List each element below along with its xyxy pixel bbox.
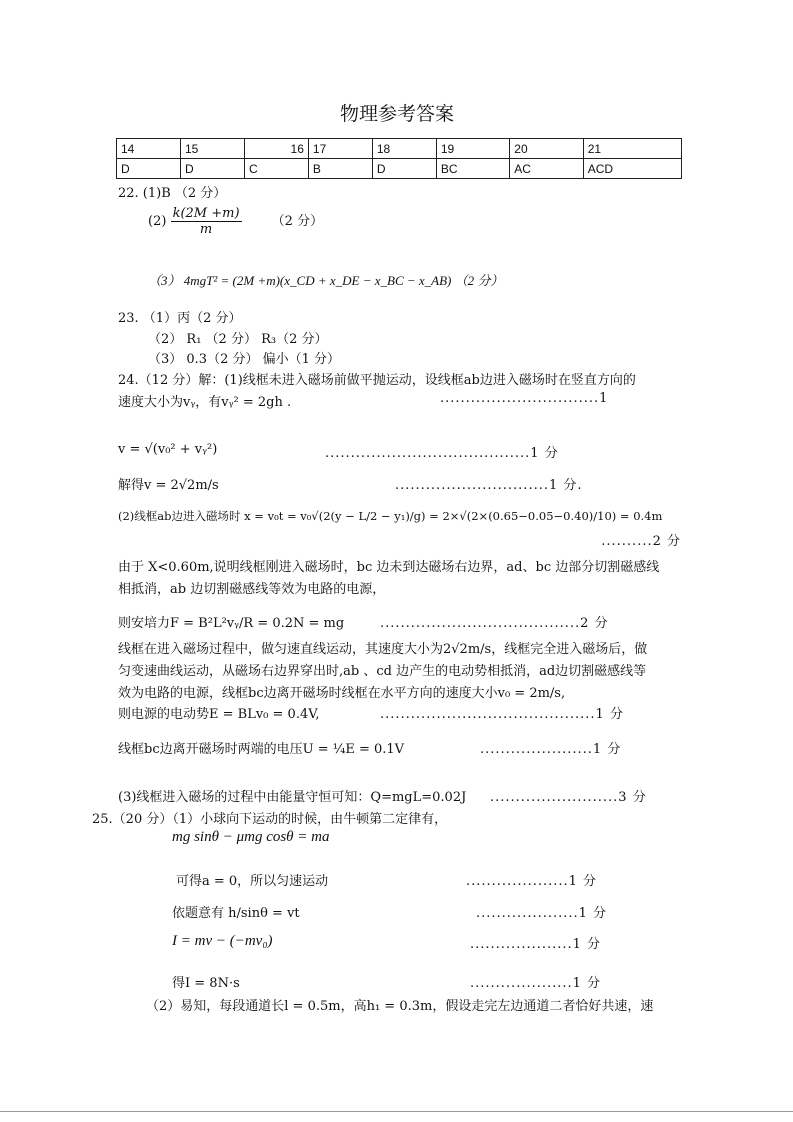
numerator: k(2M +m): [172, 206, 240, 221]
q24-line: 线框bc边离开磁场时两端的电压U = ¼E = 0.1V: [118, 742, 405, 757]
table-cell: 19: [436, 139, 509, 159]
q24-line: 效为电路的电源，线框bc边离开磁场时线框在水平方向的速度大小v₀ = 2m/s,: [118, 686, 566, 701]
q25-score: ....................1 分: [470, 976, 602, 991]
q24-line: 则安培力F = B²L²vᵧ/R = 0.2N = mg: [118, 616, 345, 631]
q24-score: ..........2 分: [601, 534, 681, 549]
q24-line: 线框在进入磁场过程中，做匀速直线运动，其速度大小为2√2m/s，线框完全进入磁场后，做: [118, 642, 648, 657]
q23-part2: （2） R₁ （2 分） R₃（2 分）: [148, 332, 328, 347]
q24-line: 速度大小为vᵧ，有vᵧ² = 2gh .: [118, 395, 292, 410]
q25-line: 25.（20 分）（1）小球向下运动的时候，由牛顿第二定律有，: [92, 812, 448, 827]
q24-line: (3)线框进入磁场的过程中由能量守恒可知：Q=mgL=0.02J: [118, 790, 467, 805]
q25-line: I = mv − (−mv₀): [172, 933, 273, 949]
table-cell: 15: [180, 139, 244, 159]
q24-line: v = √(v₀² + vᵧ²): [118, 442, 218, 457]
page-title: 物理参考答案: [340, 103, 455, 125]
q24-line: 24.（12 分）解：(1)线框未进入磁场前做平抛运动，设线框ab边进入磁场时在竖直方向的: [118, 373, 636, 388]
q22-fraction: [171, 206, 242, 237]
q25-line: 得I = 8N·s: [172, 976, 240, 991]
q24-score: .........................3 分: [490, 790, 647, 805]
q25-score: ....................1 分: [470, 937, 602, 952]
q24-line: 解得v = 2√2m/s: [118, 478, 219, 493]
table-cell: C: [244, 159, 308, 179]
q24-score: ...............................1: [440, 391, 609, 406]
q24-line: (2)线框ab边进入磁场时 x = v₀t = v₀√(2(y − L/2 − y₁)/g) = 2×√(2×(0.65−0.05−0.40)/10) = 0.4m: [118, 509, 663, 523]
q25-line: （2）易知，每段通道长l = 0.5m，高h₁ = 0.3m，假设走完左边通道二者恰好共速，速: [146, 999, 654, 1014]
q22-part2-score: （2 分）: [271, 214, 324, 229]
q22-part2-label: (2): [148, 214, 167, 229]
table-cell: 20: [510, 139, 583, 159]
q24-score: ........................................1 分: [325, 446, 559, 461]
q24-line: 则电源的电动势E = BLv₀ = 0.4V,: [118, 707, 320, 722]
q23-part1: 23. （1）丙（2 分）: [118, 311, 242, 326]
table-cell: 16: [244, 139, 308, 159]
q22-part2: [148, 206, 323, 237]
table-row-numbers: [117, 139, 682, 159]
table-cell: 21: [583, 139, 681, 159]
q23-part3: （3） 0.3（2 分） 偏小（1 分）: [148, 352, 341, 367]
table-cell: 14: [117, 139, 181, 159]
q24-score: .......................................2 分: [380, 616, 609, 631]
q22-part3: （3） 4mgT² = (2M +m)(x_CD + x_DE − x_BC − x_AB) （2 分）: [148, 273, 504, 288]
q24-score: ......................1 分: [480, 742, 622, 757]
q25-score: ....................1 分: [466, 874, 598, 889]
table-cell: D: [372, 159, 436, 179]
q25-equation: mg sinθ − μmg cosθ = ma: [172, 829, 330, 845]
denominator: m: [199, 222, 213, 237]
page-bottom-divider: [0, 1111, 793, 1112]
q25-line: 依题意有 h/sinθ = vt: [172, 906, 300, 921]
table-cell: ACD: [583, 159, 681, 179]
table-cell: D: [117, 159, 181, 179]
q24-line: 匀变速曲线运动，从磁场右边界穿出时,ab 、cd 边产生的电动势相抵消，ad边切割磁感线等: [118, 664, 647, 679]
answer-table: [116, 138, 682, 179]
q24-line: 由于 X<0.60m,说明线框刚进入磁场时，bc 边未到达磁场右边界，ad、bc 边部分切割磁感线: [118, 560, 660, 575]
table-cell: D: [180, 159, 244, 179]
table-cell: B: [308, 159, 372, 179]
q24-score: ..........................................1 分: [380, 707, 624, 722]
table-cell: AC: [510, 159, 583, 179]
q24-score: ..............................1 分.: [395, 478, 583, 493]
table-cell: 17: [308, 139, 372, 159]
table-row-answers: [117, 159, 682, 179]
table-cell: BC: [436, 159, 509, 179]
q25-line: 可得a = 0，所以匀速运动: [176, 874, 329, 889]
table-cell: 18: [372, 139, 436, 159]
q22-part1: 22. (1)B （2 分）: [118, 186, 227, 201]
q25-score: ....................1 分: [476, 906, 608, 921]
q24-line: 相抵消，ab 边切割磁感线等效为电路的电源，: [118, 582, 386, 597]
